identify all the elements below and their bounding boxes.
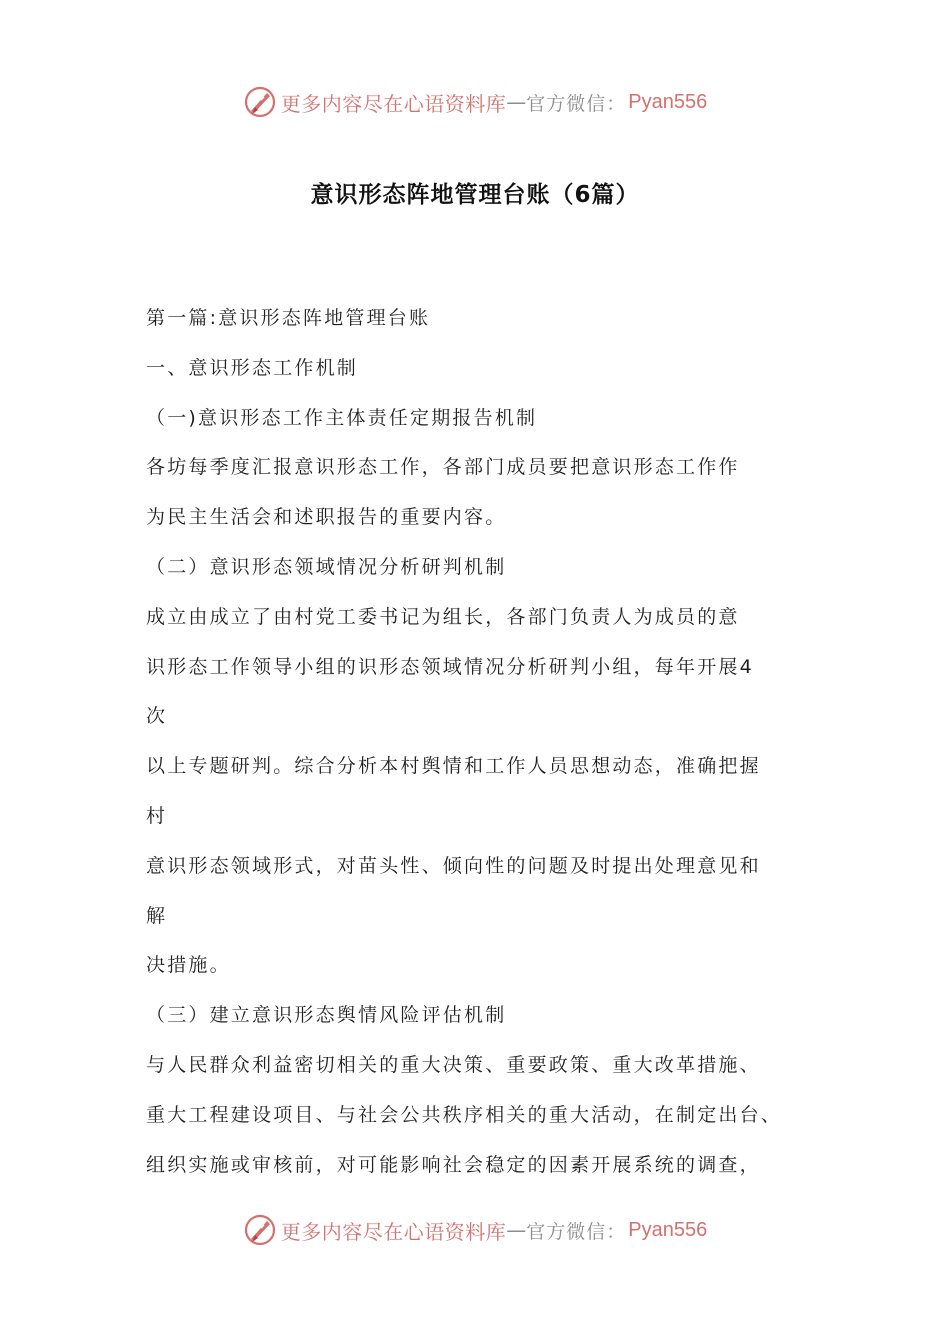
text-line: 村 [146,804,168,827]
text-line: （二）意识形态领域情况分析研判机制 [146,555,507,578]
banner-wechat-id: Pyan556 [628,90,708,113]
text-line: 以上专题研判。综合分析本村舆情和工作人员思想动态，准确把握 [146,755,761,778]
text-line: 各坊每季度汇报意识形态工作，各部门成员要把意识形态工作作 [146,456,740,479]
text-line: 组织实施或审核前，对可能影响社会稳定的因素开展系统的调查， [146,1153,761,1176]
text-line: 解 [146,904,168,927]
text-line: 成立由成立了由村党工委书记为组长，各部门负责人为成员的意 [146,605,740,628]
text-line: （一)意识形态工作主体责任定期报告机制 [146,406,538,429]
text-line: 第一篇:意识形态阵地管理台账 [146,307,431,329]
footer-banner [0,1210,950,1250]
banner-separator: — [506,1218,527,1242]
banner-wechat-label: 官方微信： [526,1220,627,1243]
document-body [146,298,816,1194]
text-line: 决措施。 [146,954,231,977]
quill-pen-logo-icon [243,1213,277,1247]
banner-brand-text: 更多内容尽在心语资料库 [280,1219,507,1244]
banner-brand-text: 更多内容尽在心语资料库 [280,91,507,116]
banner-wechat-label: 官方微信： [526,92,627,115]
banner-wechat-id: Pyan556 [628,1218,708,1241]
text-line: 与人民群众利益密切相关的重大决策、重要政策、重大改革措施、 [146,1053,761,1076]
text-line: 一、意识形态工作机制 [146,356,359,379]
text-line: 意识形态领域形式，对苗头性、倾向性的问题及时提出处理意见和 [146,854,761,877]
document-title: 意识形态阵地管理台账（6篇） [310,182,640,208]
text-line: 识形态工作领导小组的识形态领域情况分析研判小组，每年开展4 [146,655,754,678]
text-line: 为民主生活会和述职报告的重要内容。 [146,506,507,529]
banner-separator: — [506,90,527,114]
header-banner [0,82,950,122]
quill-pen-logo-icon [243,85,277,119]
text-line: （三）建立意识形态舆情风险评估机制 [146,1004,507,1027]
text-line: 次 [146,705,168,728]
text-line: 重大工程建设项目、与社会公共秩序相关的重大活动，在制定出台、 [146,1103,783,1126]
